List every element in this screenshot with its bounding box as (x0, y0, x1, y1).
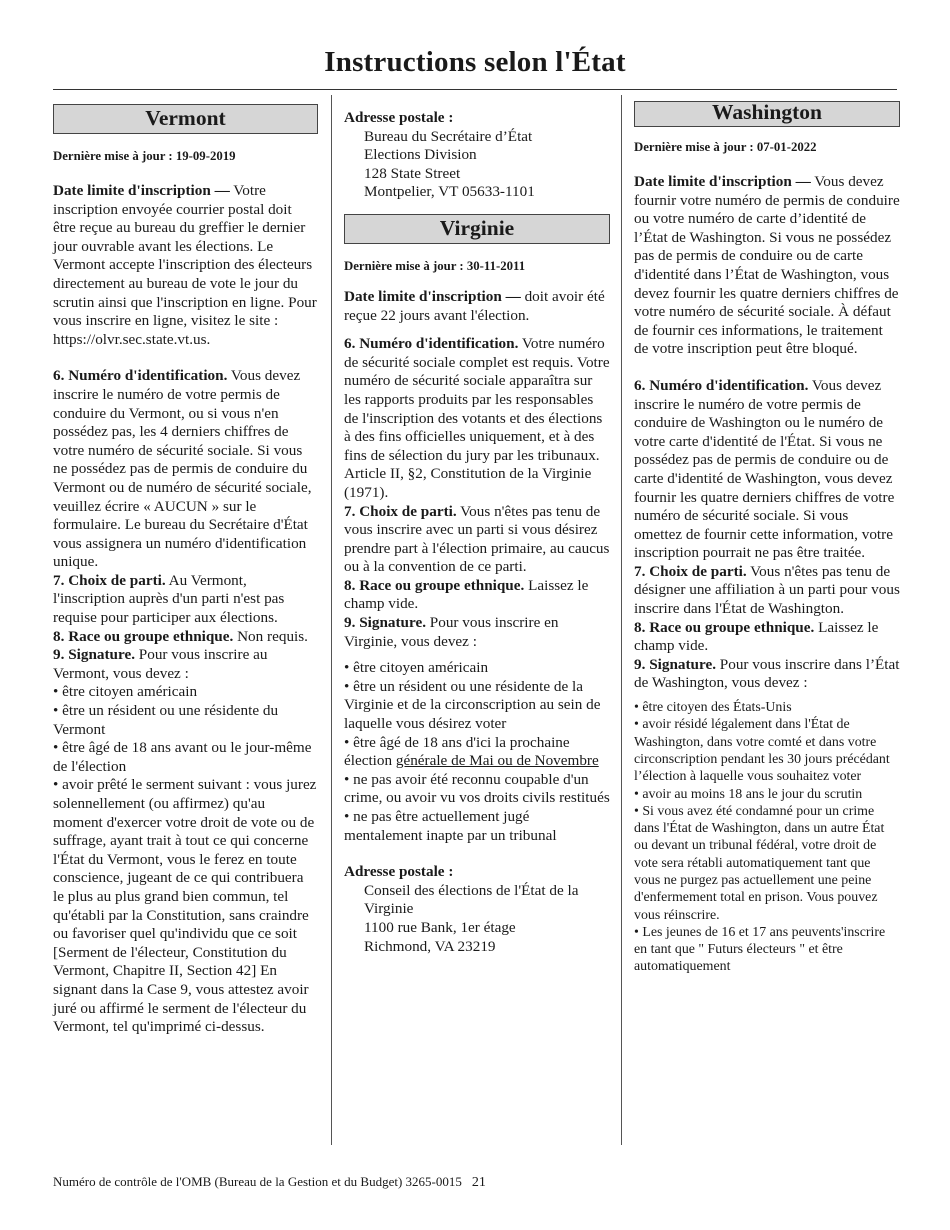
vermont-mail-address: Bureau du Secrétaire d’État Elections Division 128 State Street Montpelier, VT 05633-1101 (364, 127, 535, 201)
washington-race: 8. Race ou groupe ethnique. Laissez le champ vide. (634, 618, 879, 655)
list-item: • Si vous avez été condamné pour un crime dans l'État de Washington, dans un autre État ou devant un tribunal fédéral, votre droit de vote sera rétabli automatiquement tant que vous ne purgez pas actuellement une peine d'enfermement total en prison. Vous pouvez vous réinscrire. (634, 803, 885, 923)
washington-party: 7. Choix de parti. Vous n'êtes pas tenu de désigner une affiliation à un parti pour vous inscrire dans l'État de Washington. (634, 562, 900, 618)
page-number: 21 (471, 1175, 486, 1190)
list-item: • être un résident ou une résidente du Vermont (53, 702, 279, 738)
virginie-signature: 9. Signature. Pour vous inscrire en Virginie, vous devez : (344, 614, 559, 650)
vermont-deadline: Date limite d'inscription — Votre inscription envoyée courrier postal doit être reçue au bureau du greffier le dernier jour ouvrable avant les élections. Le Vermont accepte l'inscription des électeurs directement au bureau de vote le jour du scrutin ainsi que l'inscription en ligne. Pour vous inscrire en ligne, visitez le site : https://olvr.sec.state.vt.us. (53, 182, 317, 348)
column-vermont (53, 91, 318, 1037)
virginie-party: 7. Choix de parti. Vous n'êtes pas tenu de vous inscrire avec un parti si vous désirez prendre part à l'élection primaire, au caucus ou à la convention de ce parti. (344, 502, 610, 576)
list-item: • être citoyen américain (344, 659, 489, 677)
virginie-updated: Dernière mise à jour : 30-11-2011 (344, 258, 526, 273)
vermont-mail-label: Adresse postale : (344, 109, 454, 126)
vermont-signature: 9. Signature. Pour vous inscrire au Vermont, vous devez : (53, 646, 268, 682)
omb-control-number: Numéro de contrôle de l'OMB (Bureau de la Gestion et du Budget) 3265-0015 (53, 1174, 462, 1189)
vermont-updated: Dernière mise à jour : 19-09-2019 (53, 149, 236, 163)
washington-signature: 9. Signature. Pour vous inscrire dans l’État de Washington, vous devez : (634, 655, 900, 692)
list-item: • ne pas avoir été reconnu coupable d'un crime, ou avoir vu vos droits civils restitués (344, 770, 610, 807)
column-virginie (344, 91, 610, 956)
list-item: • être citoyen américain (53, 683, 198, 701)
list-item: • être un résident ou une résidente de la Virginie et de la circonscription au sein de laquelle vous désirez voter (344, 677, 601, 733)
list-item: • avoir au moins 18 ans le jour du scrutin (634, 786, 863, 802)
list-item: • être âgé de 18 ans avant ou le jour-même de l'élection (53, 739, 312, 775)
washington-deadline: Date limite d'inscription — Vous devez fournir votre numéro de permis de conduire ou votre numéro de carte d’identité de l’État de Washington. Si vous ne possédez pas de permis de conduire ou de carte d'identité dans l’État de Washington, vous devez fournir les quatre derniers chiffres de votre numéro de sécurité sociale. À défaut de fournir ces informations, le traitement de votre inscription peut être bloqué. (634, 173, 900, 358)
list-item: • être citoyen des États-Unis (634, 700, 792, 716)
virginie-race: 8. Race ou groupe ethnique. Laissez le champ vide. (344, 576, 589, 613)
vermont-race: 8. Race ou groupe ethnique. Non requis. (53, 627, 308, 645)
list-item: • avoir prêté le serment suivant : vous jurez solennellement (ou affirmez) qu'au moment d'exercer votre droit de vote ou de suffrage, ayant trait à tout ce qui concerne l'État du Vermont, vous le ferez en toute conscience, jugeant de ce qui contribuera le plus au plus grand bien commun, tel qu'établi par la Constitution, sans craindre ou favoriser quel qu'individu que ce soit [Serment de l'électeur, Constitution du Vermont, Chapitre II, Section 42] En signant dans la Case 9, vous attestez avoir juré ou affirmé le serment de l'électeur du Vermont, tel qu'imprimé ci-dessus. (53, 776, 317, 1036)
list-item: • avoir résidé légalement dans l'État de Washington, dans votre comté et dans votre circonscription pendant les 30 jours précédant l’élection à laquelle vous souhaitez voter (634, 717, 890, 785)
virginie-deadline: Date limite d'inscription — doit avoir été reçue 22 jours avant l'élection. (344, 287, 605, 324)
virginie-header: Virginie (344, 214, 610, 244)
washington-updated: Dernière mise à jour : 07-01-2022 (634, 140, 817, 154)
vermont-header: Vermont (53, 104, 318, 134)
list-item: • Les jeunes de 16 et 17 ans peuvents'inscrire en tant que " Futurs électeurs " et être automatiquement (634, 924, 886, 975)
vermont-party: 7. Choix de parti. Au Vermont, l'inscription auprès d'un parti n'est pas requise pour participer aux élections. (53, 571, 285, 627)
footer (53, 1174, 486, 1191)
virginie-id: 6. Numéro d'identification. Votre numéro de sécurité sociale complet est requis. Votre numéro de sécurité sociale apparaîtra sur les rapports produits par les responsables de l'inscription des votants et des élections à des fins officielles uniquement, et à des fins de sélection du jury par les tribunaux. Article II, §2, Constitution de la Virginie (1971). (344, 335, 610, 501)
column-washington (634, 91, 900, 976)
washington-id: 6. Numéro d'identification. Vous devez inscrire le numéro de votre permis de conduire de Washington ou le numéro de votre carte d'identité de l'État. Si vous ne possédez pas de permis de conduire ou de carte d'identité de Washington, vous devez fournir les quatre derniers chiffres de votre numéro de sécurité sociale. Si vous omettez de fournir cette information, votre inscription pourrait ne pas être traitée. (634, 376, 895, 562)
page-title: Instructions selon l'État (324, 46, 626, 78)
virginie-mail-label: Adresse postale : (344, 863, 454, 881)
column-divider-1 (331, 95, 332, 1145)
list-item: • être âgé de 18 ans d'ici la prochaine élection générale de Mai ou de Novembre (344, 733, 599, 770)
title-rule (53, 89, 897, 90)
vermont-id: 6. Numéro d'identification. Vous devez inscrire le numéro de votre permis de conduire du Vermont, ou si vous n'en possédez pas, les 4 derniers chiffres de votre numéro de sécurité sociale. Si vous ne possédez pas de permis de conduire du Vermont ou de numéro de sécurité sociale, veuillez écrire « AUCUN » sur le formulaire. Le bureau du Secrétaire d'État vous assignera un numéro d'identification unique. (53, 367, 312, 571)
list-item: • ne pas être actuellement jugé mentalement inapte par un tribunal (344, 808, 557, 844)
washington-header: Washington (634, 101, 900, 127)
virginie-mail-address: Conseil des élections de l'État de la Virginie 1100 rue Bank, 1er étage Richmond, VA 23219 (364, 881, 579, 955)
column-divider-2 (621, 95, 622, 1145)
